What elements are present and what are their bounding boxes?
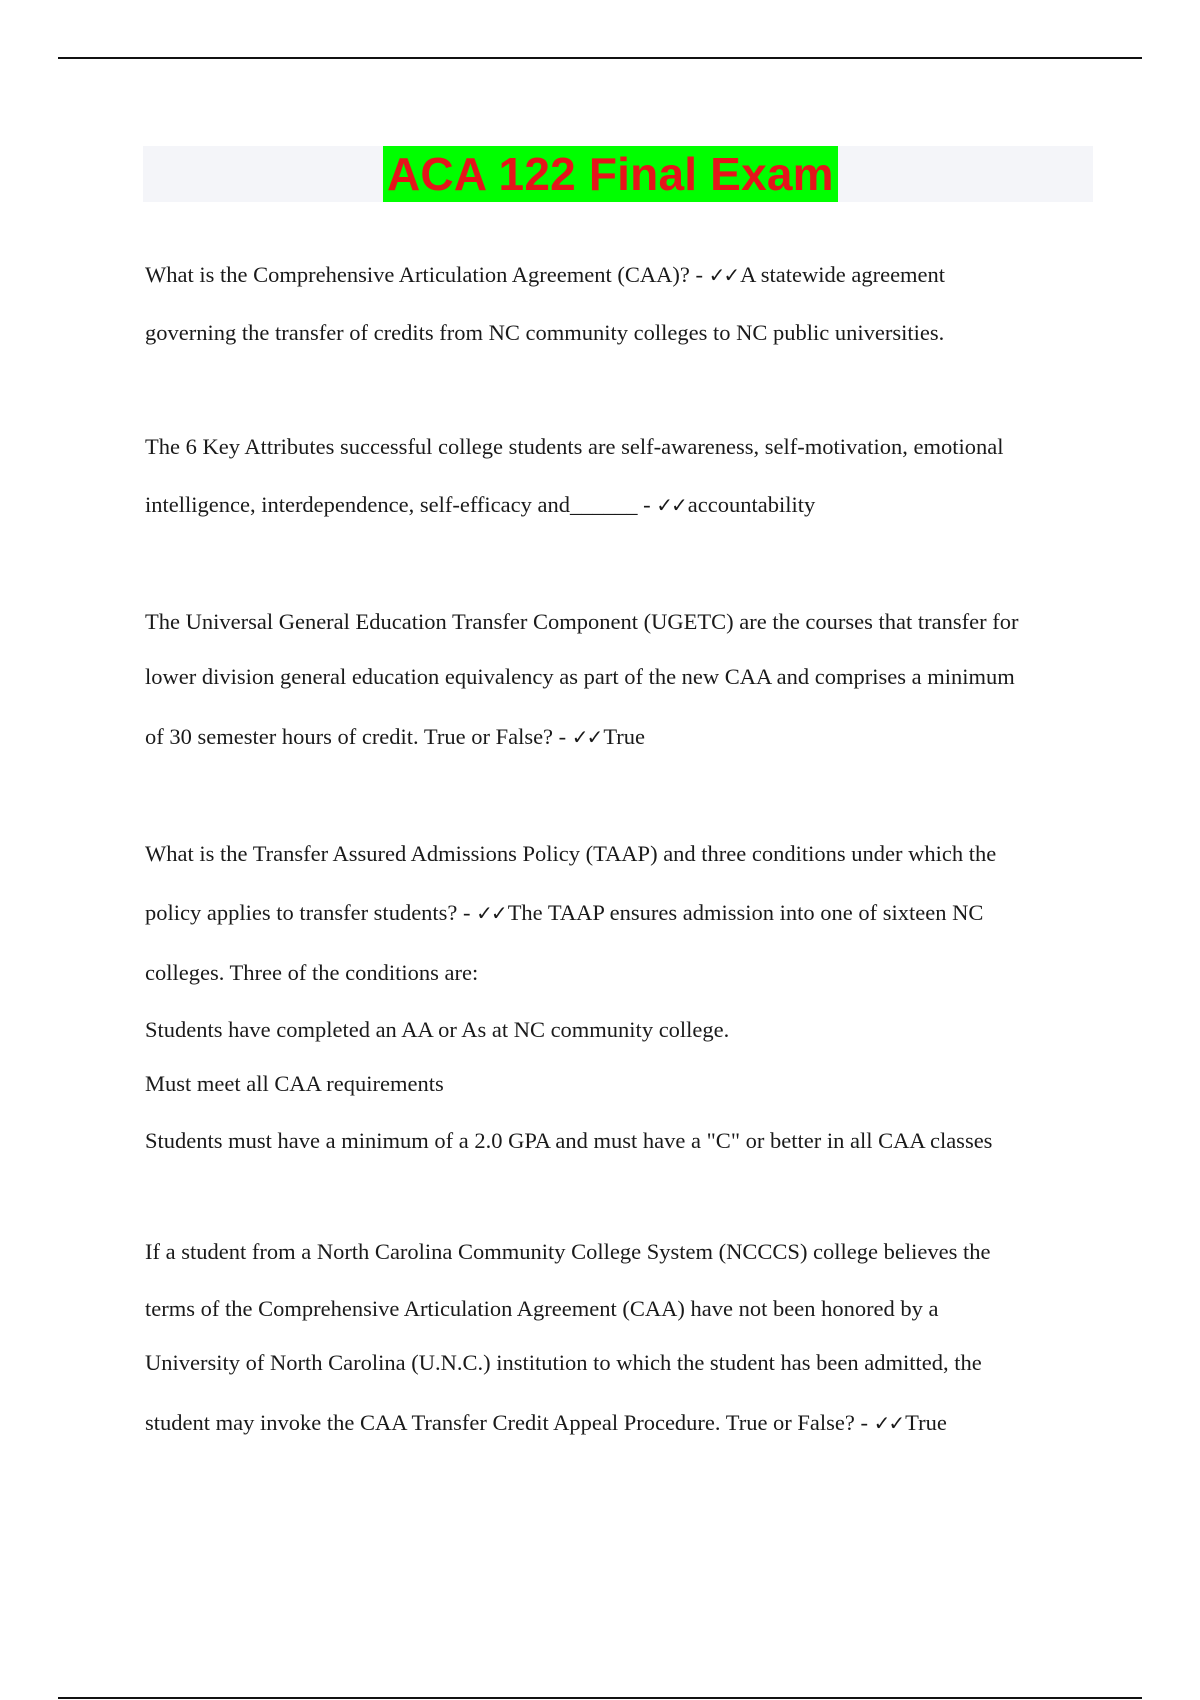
question-text: Students must have a minimum of a 2.0 GPA and must have a "C" or better in all CAA classes xyxy=(145,1128,993,1153)
question-text: Students have completed an AA or As at NC community college. xyxy=(145,1017,730,1042)
question-text: intelligence, interdependence, self-efficacy and______ - xyxy=(145,492,657,517)
question-text: governing the transfer of credits from NC community colleges to NC public universities. xyxy=(145,320,945,345)
qa-line xyxy=(145,898,983,928)
qa-line xyxy=(145,1237,990,1267)
answer-text: True xyxy=(905,1410,947,1435)
qa-line xyxy=(145,260,945,290)
answer-text: True xyxy=(603,724,645,749)
page-title: ACA 122 Final Exam xyxy=(383,146,838,202)
double-check-icon: ✓✓ xyxy=(571,725,602,749)
qa-line xyxy=(145,607,1018,637)
question-text: terms of the Comprehensive Articulation Agreement (CAA) have not been honored by a xyxy=(145,1296,939,1321)
double-check-icon: ✓✓ xyxy=(708,263,739,287)
double-check-icon: ✓✓ xyxy=(476,901,506,925)
double-check-icon: ✓✓ xyxy=(656,493,686,517)
question-text: If a student from a North Carolina Community College System (NCCCS) college believes the xyxy=(145,1239,991,1264)
qa-line xyxy=(145,490,815,520)
qa-line xyxy=(145,958,478,988)
qa-line xyxy=(145,318,944,348)
qa-line xyxy=(145,432,1004,462)
qa-line xyxy=(145,722,645,752)
bottom-rule xyxy=(58,1697,1142,1699)
qa-line xyxy=(145,1015,729,1045)
qa-line xyxy=(145,839,996,869)
qa-line xyxy=(145,1348,982,1378)
qa-line xyxy=(145,1294,939,1324)
question-text: The Universal General Education Transfer Component (UGETC) are the courses that transfer for xyxy=(145,609,1019,634)
qa-line xyxy=(145,1408,947,1438)
question-text: The 6 Key Attributes successful college students are self-awareness, self-motivation, emotional xyxy=(145,434,1004,459)
top-rule xyxy=(58,57,1142,59)
question-text: student may invoke the CAA Transfer Credit Appeal Procedure. True or False? - xyxy=(145,1410,874,1435)
qa-line xyxy=(145,662,1015,692)
question-text: colleges. Three of the conditions are: xyxy=(145,960,479,985)
question-text: policy applies to transfer students? - xyxy=(145,900,477,925)
question-text: of 30 semester hours of credit. True or False? - xyxy=(145,724,572,749)
question-text: lower division general education equivalency as part of the new CAA and comprises a minimum xyxy=(145,664,1015,689)
answer-text: The TAAP ensures admission into one of sixteen NC xyxy=(507,900,984,925)
answer-text: A statewide agreement xyxy=(740,262,946,287)
qa-line xyxy=(145,1069,444,1099)
question-text: What is the Comprehensive Articulation Agreement (CAA)? - xyxy=(145,262,709,287)
double-check-icon: ✓✓ xyxy=(873,1411,904,1435)
answer-text: accountability xyxy=(687,492,816,517)
question-text: What is the Transfer Assured Admissions Policy (TAAP) and three conditions under which the xyxy=(145,841,997,866)
qa-line xyxy=(145,1126,992,1156)
question-text: University of North Carolina (U.N.C.) institution to which the student has been admitted, the xyxy=(145,1350,982,1375)
question-text: Must meet all CAA requirements xyxy=(145,1071,444,1096)
